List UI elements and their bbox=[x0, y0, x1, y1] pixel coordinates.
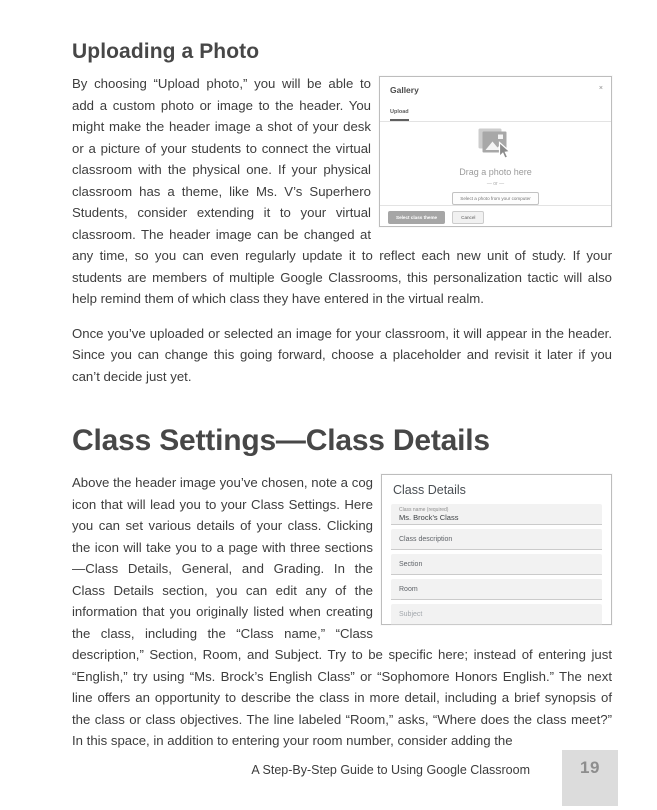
upload-paragraph-2: Once you’ve uploaded or selected an image for your classroom, it will appear in the header. Since you can change this going forward, choose a placeholder and revisit it later if you can’t decide just yet. bbox=[72, 325, 612, 384]
tab-upload: Upload bbox=[390, 109, 409, 121]
footer-book-title: A Step-By-Step Guide to Using Google Classroom bbox=[251, 763, 530, 777]
class-name-field bbox=[391, 504, 602, 525]
photo-upload-icon bbox=[478, 128, 514, 161]
page-footer bbox=[0, 750, 657, 810]
class-name-label: Class name (required) bbox=[399, 507, 449, 513]
gallery-dialog-footer bbox=[380, 205, 611, 230]
page-number: 19 bbox=[580, 758, 600, 777]
room-field bbox=[391, 579, 602, 600]
upload-section-body bbox=[72, 73, 612, 400]
page-number-badge bbox=[562, 750, 618, 806]
gallery-dialog-screenshot bbox=[379, 76, 612, 227]
select-photo-button: Select a photo from your computer bbox=[452, 192, 538, 205]
drag-photo-text: Drag a photo here bbox=[459, 167, 532, 177]
heading-uploading-a-photo: Uploading a Photo bbox=[72, 40, 260, 63]
upload-paragraph-1: By choosing “Upload photo,” you will be able to add a custom photo or image to the header. You might make the header image a shot of your desk or a picture of your students to connect the virtual classroom with the physical one. If your physical classroom has a theme, like Ms. V’s Superhero Students, consider extending it to your virtual classroom. The header image can be changed at any time, so you can even regularly update it to reflect each new unit of study. If your students are members of multiple Google Classrooms, this personalization tactic will also help remind them of which class they have entered in the virtual realm. bbox=[72, 76, 612, 306]
or-divider-text: — or — bbox=[486, 181, 505, 187]
class-name-value: Ms. Brock’s Class bbox=[399, 513, 459, 522]
select-class-theme-button: Select class theme bbox=[388, 211, 445, 224]
gallery-dialog-title: Gallery bbox=[390, 85, 419, 95]
class-description-field bbox=[391, 529, 602, 550]
close-icon: × bbox=[598, 85, 603, 92]
heading-class-settings-class-details: Class Settings—Class Details bbox=[72, 424, 490, 457]
class-details-title: Class Details bbox=[393, 483, 466, 497]
class-details-screenshot bbox=[381, 474, 612, 625]
subject-field bbox=[391, 604, 602, 625]
subject-label: Subject bbox=[399, 611, 423, 618]
room-label: Room bbox=[399, 586, 418, 593]
cancel-button: Cancel bbox=[452, 211, 484, 224]
settings-section-body bbox=[72, 472, 612, 765]
section-field bbox=[391, 554, 602, 575]
settings-paragraph-1: Above the header image you’ve chosen, note a cog icon that will lead you to your Class Settings. Here you can set various details of your class. Clicking the icon will take you to a page with three sections—Class Details, General, and Grading. In the Class Details section, you can edit any of the information that you originally listed when creating the class, including the “Class name,” “Class description,” Section, Room, and Subject. Try to be specific here; instead of entering just “English,” try using “Ms. Brock’s English Class” or “Sophomore Honors English.” The next line offers an opportunity to describe the class in more detail, including a brief synopsis of the class or class objectives. The line labeled “Room,” asks, “Where does the class meet?” In this space, in addition to entering your room number, consider adding the bbox=[72, 475, 612, 748]
gallery-drop-zone bbox=[380, 122, 611, 205]
class-description-label: Class description bbox=[399, 536, 453, 543]
gallery-tab-bar bbox=[380, 100, 611, 122]
gallery-dialog-header bbox=[380, 77, 611, 95]
section-label: Section bbox=[399, 561, 423, 568]
